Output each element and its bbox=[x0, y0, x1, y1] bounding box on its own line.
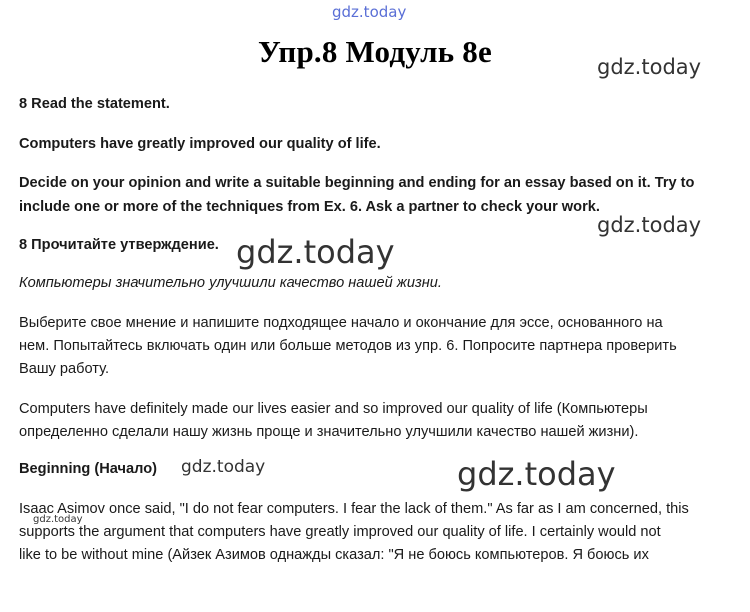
task-heading-en: 8 Read the statement. bbox=[19, 96, 170, 112]
instructions-ru-line-1: Выберите свое мнение и напишите подходящее начало и окончание для эссе, основанного на bbox=[19, 315, 663, 331]
watermark-top: gdz.today bbox=[332, 3, 407, 21]
watermark-right-1: gdz.today bbox=[597, 55, 702, 79]
watermark-right-2: gdz.today bbox=[597, 213, 702, 237]
statement-en: Computers have greatly improved our quality of life. bbox=[19, 136, 381, 152]
beginning-heading: Beginning (Начало) bbox=[19, 461, 157, 477]
beginning-line-2: supports the argument that computers have greatly improved our quality of life. I certainly would not bbox=[19, 524, 661, 540]
statement-ru: Компьютеры значительно улучшили качество нашей жизни. bbox=[19, 275, 442, 291]
watermark-tiny: gdz.today bbox=[33, 514, 83, 525]
page-title: Упр.8 Модуль 8e bbox=[258, 34, 492, 69]
beginning-line-3: like to be without mine (Айзек Азимов однажды сказал: "Я не боюсь компьютеров. Я боюсь их bbox=[19, 547, 649, 563]
task-heading-ru: 8 Прочитайте утверждение. bbox=[19, 237, 219, 253]
instructions-ru-line-3: Вашу работу. bbox=[19, 361, 110, 377]
watermark-center-2: gdz.today bbox=[457, 455, 616, 493]
opinion-line-2: определенно сделали нашу жизнь проще и значительно улучшили качество нашей жизни). bbox=[19, 424, 639, 440]
watermark-center-1: gdz.today bbox=[236, 233, 395, 271]
instructions-en-line-2: include one or more of the techniques from Ex. 6. Ask a partner to check your work. bbox=[19, 199, 600, 215]
beginning-line-1: Isaac Asimov once said, "I do not fear computers. I fear the lack of them." As far as I am concerned, this bbox=[19, 501, 689, 517]
instructions-en-line-1: Decide on your opinion and write a suitable beginning and ending for an essay based on it. Try to bbox=[19, 175, 695, 191]
watermark-small-1: gdz.today bbox=[181, 457, 266, 477]
instructions-ru-line-2: нем. Попытайтесь включать один или больше методов из упр. 6. Попросите партнера проверить bbox=[19, 338, 677, 354]
opinion-line-1: Computers have definitely made our lives easier and so improved our quality of life (Компьютеры bbox=[19, 401, 648, 417]
